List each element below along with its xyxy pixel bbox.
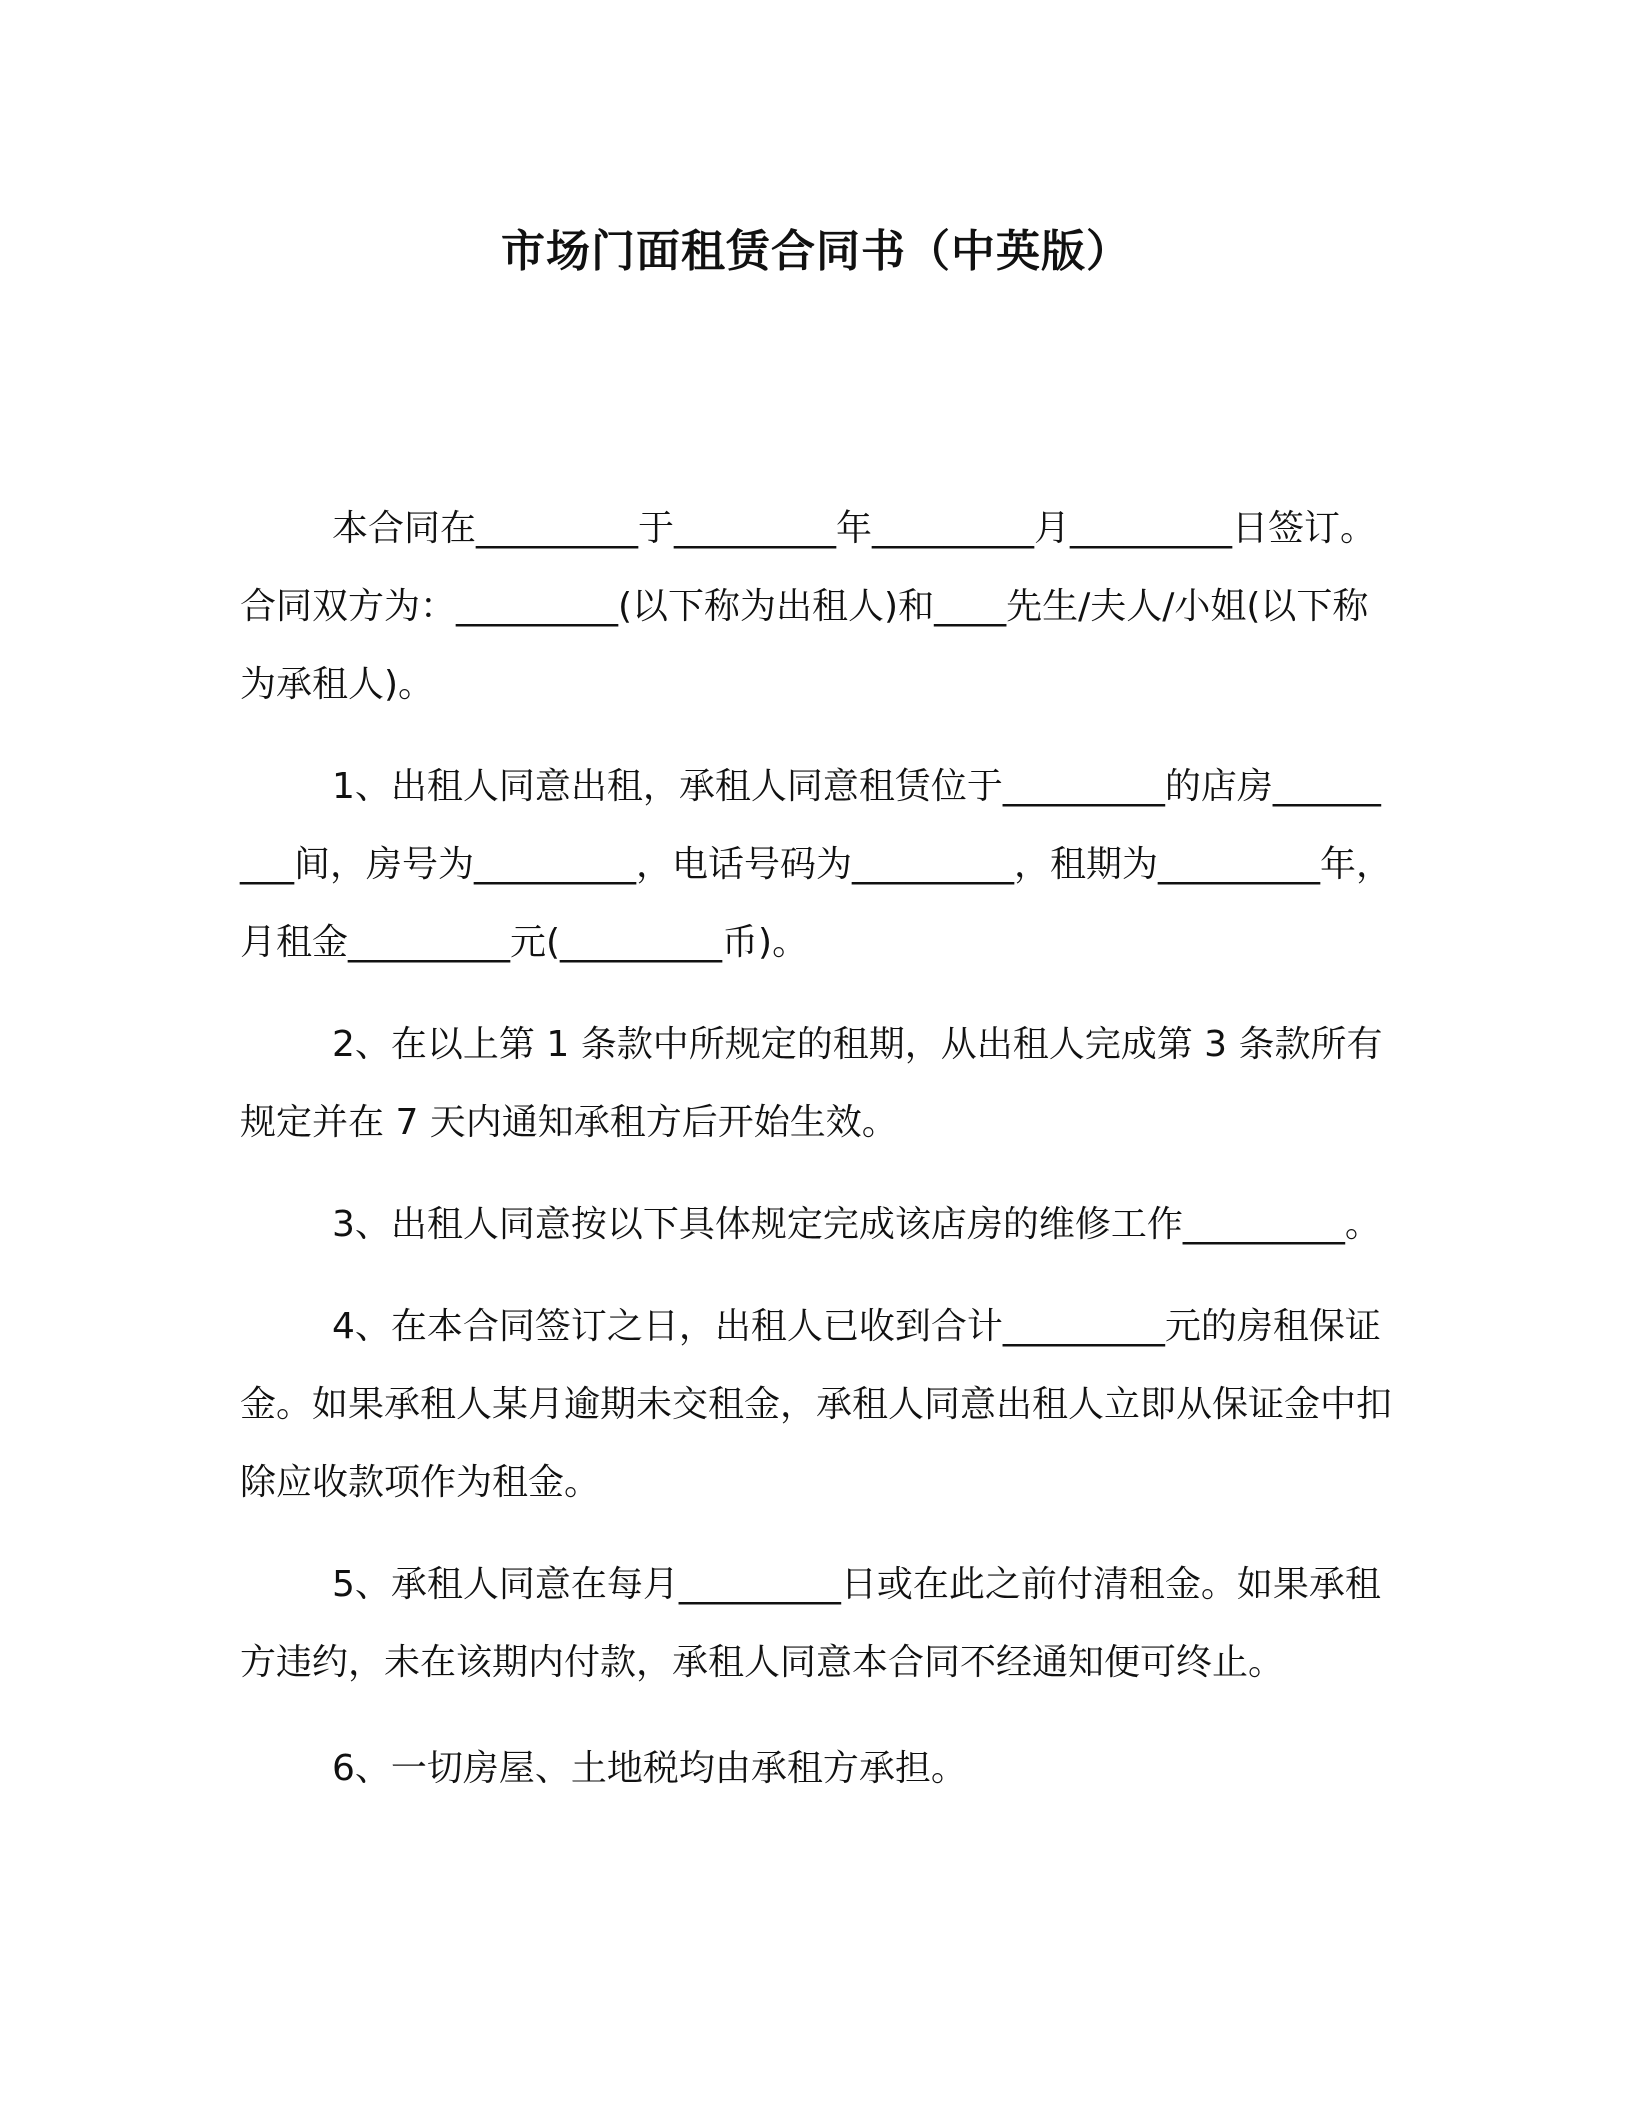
clause-2-paragraph: 2、在以上第 1 条款中所规定的租期，从出租人完成第 3 条款所有规定并在 7 天内通知承租方后开始生效。 xyxy=(240,1024,1383,1143)
clause-6-paragraph: 6、一切房屋、土地税均由承租方承担。 xyxy=(332,1748,967,1789)
clause-1-paragraph: 1、出租人同意出租，承租人同意租赁位于_________的店房_________间，房号为_________，电话号码为_________，租期为_________年，月租金_________元(_________币)。 xyxy=(240,766,1393,963)
contract-body xyxy=(240,490,1392,1808)
contract-intro-paragraph: 本合同在_________于_________年_________月_________日签订。合同双方为：_________(以下称为出租人)和____先生/夫人/小姐(以下称为承租人)。 xyxy=(240,508,1377,705)
document-title: 市场门面租赁合同书（中英版） xyxy=(501,226,1131,277)
clause-5-paragraph: 5、承租人同意在每月_________日或在此之前付清租金。如果承租方违约，未在该期内付款，承租人同意本合同不经通知便可终止。 xyxy=(240,1564,1381,1683)
clause-4-paragraph: 4、在本合同签订之日，出租人已收到合计_________元的房租保证金。如果承租人某月逾期未交租金，承租人同意出租人立即从保证金中扣除应收款项作为租金。 xyxy=(240,1306,1393,1503)
clause-3-paragraph: 3、出租人同意按以下具体规定完成该店房的维修工作_________。 xyxy=(332,1204,1381,1245)
